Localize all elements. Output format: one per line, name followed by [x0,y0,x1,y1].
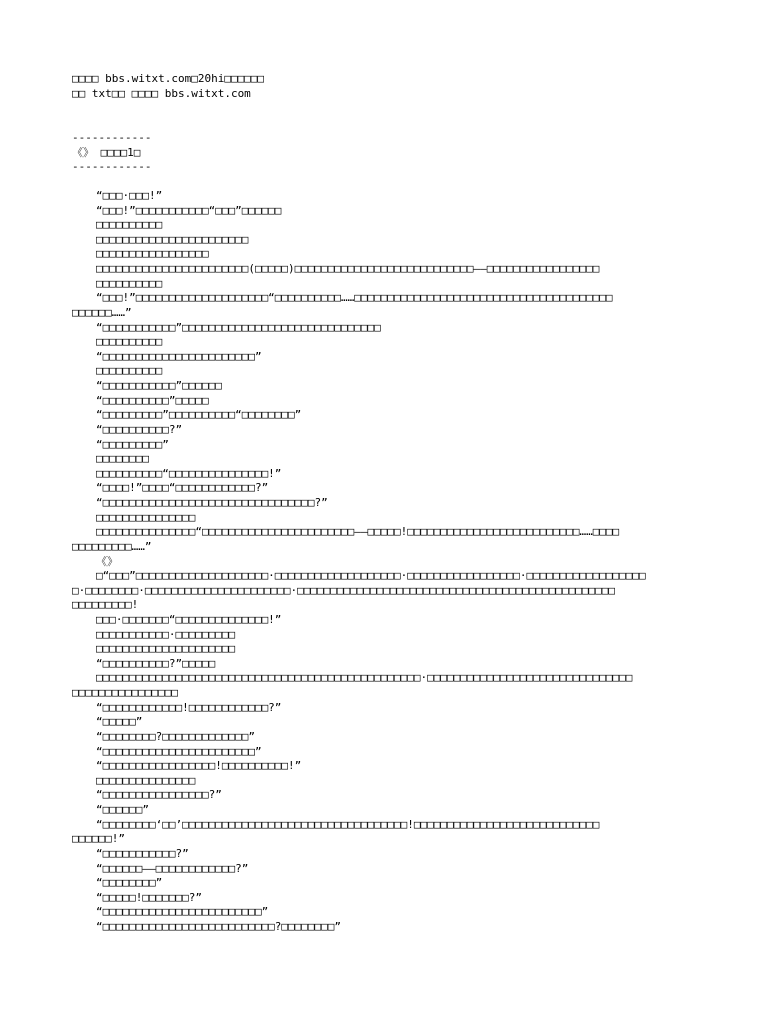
body-text-line: □□□□□□……” [72,306,132,319]
body-text-line: □□□□□□□□□□ [96,335,163,348]
header-line-2: □□ txt□□ □□□□ bbs.witxt.com [72,87,251,100]
chapter-rule-top: ------------ [72,131,152,144]
body-text-line: □□□□□□□□□□ [96,218,163,231]
body-text-line: □□□□□□□□□□ [96,277,163,290]
body-text-line: □□□□□□□□□□□□□□□□□ [96,247,209,260]
body-text-line: □“□□□”□□□□□□□□□□□□□□□□□□□□·□□□□□□□□□□□□□□□□□□□·□□□□□□□□□□□□□□□□□·□□□□□□□□□□□□□□□□□□ [96,569,646,582]
body-text-line: □□□□□□□□□□□□□□□□ [72,686,178,699]
body-text-line: “□□□□□□□□□□?”□□□□□ [96,657,216,670]
body-text-line: “□□□□□□□□□□□□□□□□□□□□□□□□□□?□□□□□□□□” [96,920,342,933]
body-text-line: “□□□□□” [96,715,143,728]
body-text-line: □□□□□□□□□□□·□□□□□□□□□ [96,628,236,641]
chapter-title: 《》 □□□□1□ [72,146,141,159]
body-text-line: “□□□□□□□□□□□□□□□□□□□□□□□□” [96,905,269,918]
body-text-line: “□□□□□□□□□□?” [96,423,183,436]
body-text-line: □□□□□□□□ [96,452,149,465]
body-text-line: □□□□□□!” [72,832,125,845]
body-text-line: □□□□□□□□□□□□□□□ [96,774,196,787]
body-text-line: “□□□□!”□□□□“□□□□□□□□□□□□?” [96,481,269,494]
body-text-line: “□□□□□□□□□□□□□□□□□□□□□□□” [96,745,262,758]
body-text-line: “□□□□□□□□□” [96,438,169,451]
body-text-line: “□□□□□□——□□□□□□□□□□□□?” [96,862,249,875]
body-text-line: □·□□□□□□□□·□□□□□□□□□□□□□□□□□□□□□□·□□□□□□□□□□□□□□□□□□□□□□□□□□□□□□□□□□□□□□□□□□□□□□□□ [72,584,616,597]
body-text-line: □□□·□□□□□□□“□□□□□□□□□□□□□□!” [96,613,282,626]
body-text-line: □□□□□□□□□……” [72,540,152,553]
body-text-line: □□□□□□□□□□□□□□□“□□□□□□□□□□□□□□□□□□□□□□□——□□□□□!□□□□□□□□□□□□□□□□□□□□□□□□□□……□□□□ [96,525,620,538]
header-line-1: □□□□ bbs.witxt.com□20hi□□□□□□ [72,72,265,85]
body-text-line: □□□□□□□□□! [72,598,139,611]
body-text-line: □□□□□□□□□□ [96,364,163,377]
body-text-line: 《》 [96,555,118,568]
body-text-line: “□□□□□!□□□□□□□?” [96,891,202,904]
body-text-line: □□□□□□□□□□□□□□□□□□□□□□□ [96,233,249,246]
body-text-line: “□□□!”□□□□□□□□□□□“□□□”□□□□□□ [96,204,282,217]
body-text-line: “□□□□□□□□” [96,876,163,889]
body-text-line: □□□□□□□□□□□□□□□ [96,511,196,524]
body-text-line: “□□□□□□□□□□□□□□□□□□□□□□□□□□□□□□□□?” [96,496,328,509]
body-text-line: “□□□□□□□□□□□□□□□□□□□□□□□” [96,350,262,363]
body-text-line: “□□□!”□□□□□□□□□□□□□□□□□□□□“□□□□□□□□□□……□□□□□□□□□□□□□□□□□□□□□□□□□□□□□□□□□□□□□□□ [96,291,613,304]
body-text-line: “□□□□□□□□‘□□’□□□□□□□□□□□□□□□□□□□□□□□□□□□□□□□□□□!□□□□□□□□□□□□□□□□□□□□□□□□□□□□ [96,818,600,831]
body-text-line: □□□□□□□□□□“□□□□□□□□□□□□□□□!” [96,467,282,480]
chapter-rule-bottom: ------------ [72,160,152,173]
body-text-line: □□□□□□□□□□□□□□□□□□□□□□□(□□□□□)□□□□□□□□□□□□□□□□□□□□□□□□□□□——□□□□□□□□□□□□□□□□□ [96,262,600,275]
body-text-line: “□□□□□□□□□□□”□□□□□□□□□□□□□□□□□□□□□□□□□□□□□□ [96,321,381,334]
body-text-line: “□□□□□□□□□□□□□□□□?” [96,788,222,801]
body-text-line: “□□□□□□□□□□”□□□□□ [96,394,209,407]
body-text-line: “□□□□□□□□□”□□□□□□□□□□“□□□□□□□□” [96,408,302,421]
body-text-line: “□□□□□□□□?□□□□□□□□□□□□□” [96,730,255,743]
body-text-line: “□□□·□□□!” [96,189,163,202]
body-text-line: “□□□□□□” [96,803,149,816]
body-text-line: “□□□□□□□□□□□?” [96,847,189,860]
body-text-line: □□□□□□□□□□□□□□□□□□□□□ [96,642,236,655]
body-text-line: □□□□□□□□□□□□□□□□□□□□□□□□□□□□□□□□□□□□□□□□□□□□□□□□□·□□□□□□□□□□□□□□□□□□□□□□□□□□□□□□□ [96,671,633,684]
body-text-line: “□□□□□□□□□□□□!□□□□□□□□□□□□?” [96,701,282,714]
body-text-line: “□□□□□□□□□□□□□□□□□!□□□□□□□□□□!” [96,759,302,772]
body-text-line: “□□□□□□□□□□□”□□□□□□ [96,379,222,392]
